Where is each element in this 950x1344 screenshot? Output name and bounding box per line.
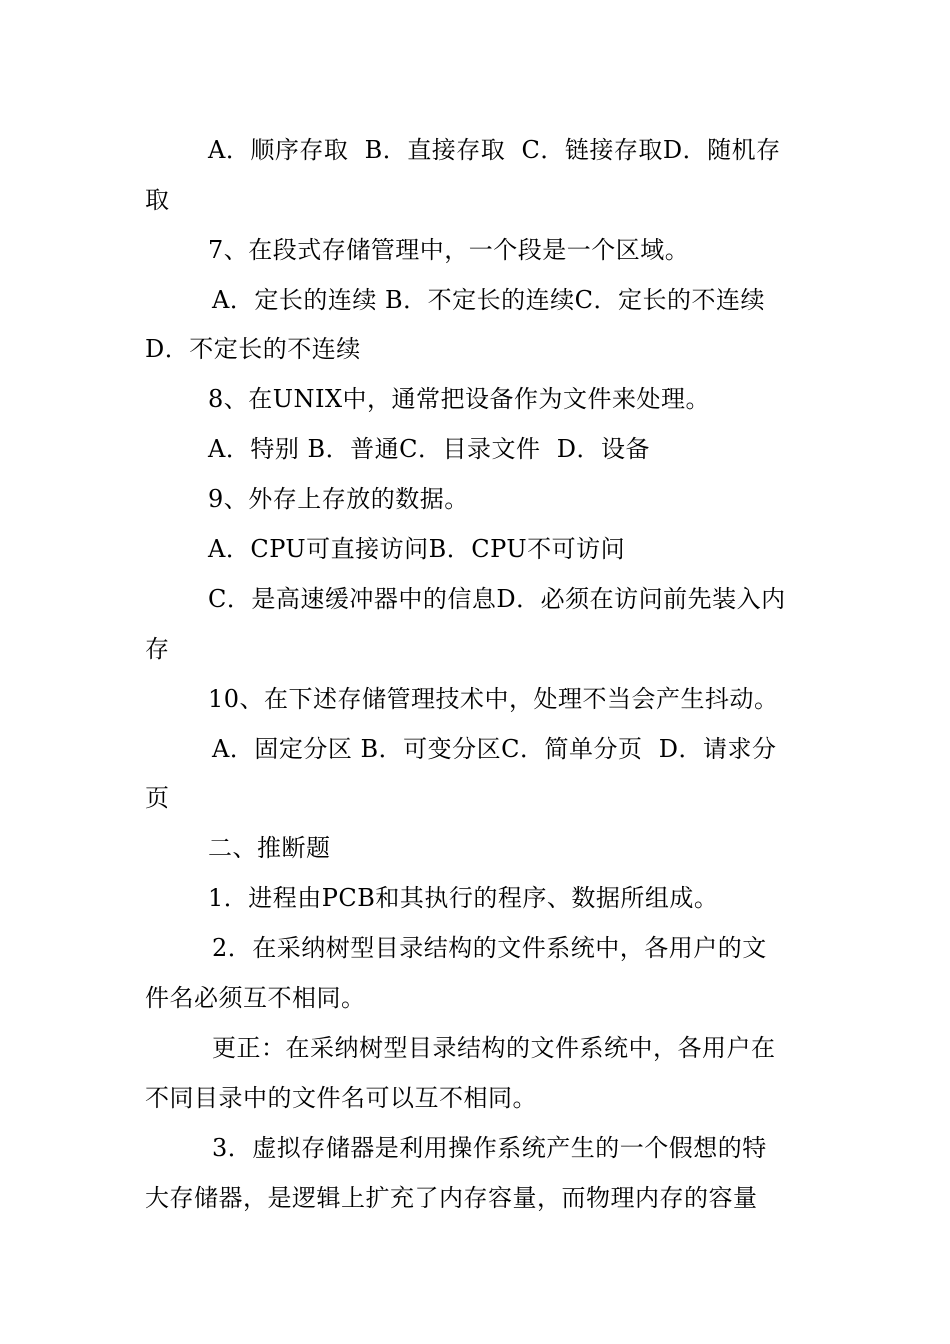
text-line-correction: 更正：在采纳树型目录结构的文件系统中，各用户在 xyxy=(212,1034,776,1062)
text-line-correction-cont: 不同目录中的文件名可以互不相同。 xyxy=(145,1084,537,1112)
text-line-judge-1: 1．进程由PCB和其执行的程序、数据所组成。 xyxy=(208,884,719,912)
text-line-options-10: A．固定分区 B．可变分区C．简单分页 D．请求分 xyxy=(212,735,777,763)
text-line-question-10: 10、在下述存储管理技术中，处理不当会产生抖动。 xyxy=(208,685,779,713)
text-line-options-9-ab: A．CPU可直接访问B．CPU不可访问 xyxy=(208,535,626,563)
text-line-options-8: A．特别 B．普通C．目录文件 D．设备 xyxy=(208,435,650,463)
text-line-options-7: A．定长的连续 B．不定长的连续C．定长的不连续 xyxy=(212,286,765,314)
text-line-options-7-cont: D．不定长的不连续 xyxy=(145,335,361,363)
text-line-judge-3: 3．虚拟存储器是利用操作系统产生的一个假想的特 xyxy=(212,1134,767,1162)
text-line-question-9: 9、外存上存放的数据。 xyxy=(208,485,469,513)
section-heading: 二、推断题 xyxy=(208,834,331,862)
text-line-options-10-cont: 页 xyxy=(145,784,170,812)
text-line-options-9-cont: 存 xyxy=(145,635,170,663)
text-line-question-8: 8、在UNIX中，通常把设备作为文件来处理。 xyxy=(208,385,711,413)
text-line-options-6-cont: 取 xyxy=(145,186,170,214)
text-line-judge-2-cont: 件名必须互不相同。 xyxy=(145,984,366,1012)
text-line-options-6: A．顺序存取 B．直接存取 C．链接存取D．随机存 xyxy=(208,136,781,164)
text-line-options-9-cd: C．是高速缓冲器中的信息D．必须在访问前先装入内 xyxy=(208,585,786,613)
text-line-judge-3-cont: 大存储器，是逻辑上扩充了内存容量，而物理内存的容量 xyxy=(145,1184,758,1212)
text-line-judge-2: 2．在采纳树型目录结构的文件系统中，各用户的文 xyxy=(212,934,767,962)
text-line-question-7: 7、在段式存储管理中，一个段是一个区域。 xyxy=(208,236,690,264)
